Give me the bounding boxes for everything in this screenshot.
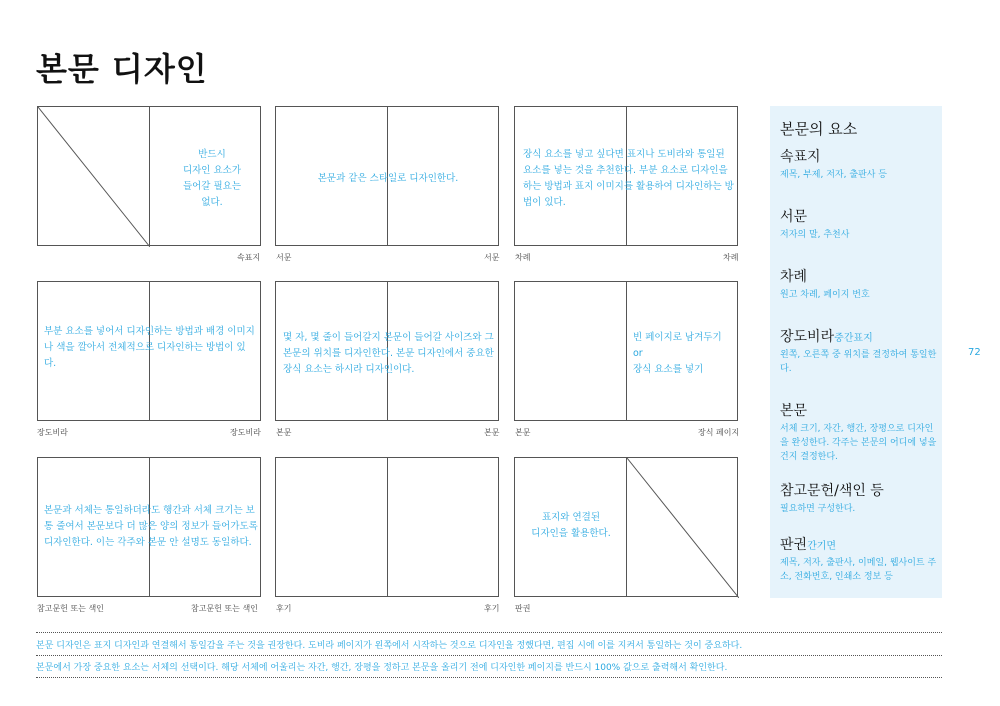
spread-label-right: 속표지 (237, 253, 261, 262)
dotted-divider (36, 655, 942, 656)
spread-label-left: 본문 (515, 428, 531, 437)
spread-label-right: 차례 (723, 253, 739, 262)
spread-label-left: 서문 (276, 253, 292, 262)
spread-label-left: 후기 (276, 604, 292, 613)
footer-note: 본문에서 가장 중요한 요소는 서체의 선택이다. 해당 서체에 어울리는 자간, 행간, 장평을 정하고 본문을 올리기 전에 디자인한 페이지를 반드시 100% 값으로 출력해서 확인한다. (36, 663, 728, 673)
spread-note: 반드시 디자인 요소가 들어갈 필요는 없다. (182, 149, 242, 208)
sidebar-item-title-row (780, 534, 836, 554)
spread-afterword (275, 457, 499, 597)
sidebar-item-subtitle: 간기면 (807, 541, 837, 552)
sidebar-item-desc: 필요하면 구성한다. (780, 504, 856, 514)
spread-label-left: 본문 (276, 428, 292, 437)
spread-body (275, 281, 499, 421)
dotted-divider (36, 632, 942, 633)
spread-note: 표지와 연결된 디자인을 활용한다. (531, 512, 611, 539)
sidebar-heading: 본문의 요소 (780, 120, 858, 138)
spread-references (37, 457, 261, 597)
sidebar-item-title: 차례 (780, 269, 808, 285)
elements-sidebar (770, 106, 942, 598)
spread-title-page (37, 106, 261, 246)
spread-note: 본문과 서체는 통일하더라도 행간과 서체 크기는 보통 줄여서 본문보다 더 많은 양의 정보가 들어가도록 디자인한다. 이는 각주와 본문 안 설명도 동일하다. (44, 505, 258, 548)
sidebar-item-desc: 왼쪽, 오른쪽 중 위치를 결정하여 통일한다. (780, 350, 937, 374)
sidebar-item-title: 장도비라 (780, 329, 835, 345)
sidebar-item-title: 판권 (780, 537, 808, 553)
page-number: 72 (968, 347, 981, 358)
spread-note: 빈 페이지로 남겨두기 or 장식 요소를 넣기 (633, 332, 722, 375)
sidebar-item-title-row (780, 326, 873, 346)
dotted-divider (36, 677, 942, 678)
spread-note: 본문과 같은 스타일로 디자인한다. (317, 173, 459, 184)
spread-preface (275, 106, 499, 246)
spread-label-right: 장식 페이지 (698, 428, 740, 437)
spine (387, 458, 388, 596)
spread-label-right: 본문 (484, 428, 500, 437)
spread-label-right: 후기 (484, 604, 500, 613)
spread-note: 부분 요소를 넣어서 디자인하는 방법과 배경 이미지나 색을 깔아서 전체적으로 디자인하는 방법이 있다. (44, 326, 255, 369)
page-title: 본문 디자인 (36, 50, 208, 88)
spread-label-right: 참고문헌 또는 색인 (191, 604, 258, 613)
diagonal-line-icon (38, 107, 150, 247)
spread-colophon (514, 457, 738, 597)
sidebar-item-desc: 저자의 말, 추천사 (780, 230, 850, 240)
spread-decorative-page (514, 281, 738, 421)
footer-note: 본문 디자인은 표지 디자인과 연결해서 통일감을 주는 것을 권장한다. 도비라 페이지가 왼쪽에서 시작하는 것으로 디자인을 정했다면, 편집 시에 이를 지켜서 통일하는 것이 중요하다. (36, 641, 743, 651)
spread-label-right: 서문 (484, 253, 500, 262)
spine (626, 282, 627, 420)
spread-label-right: 장도비라 (230, 428, 261, 437)
spread-label-left: 차례 (515, 253, 531, 262)
sidebar-item-title: 본문 (780, 403, 808, 419)
spread-contents (514, 106, 738, 246)
sidebar-item-subtitle: 중간표지 (834, 333, 873, 344)
sidebar-item-title: 참고문헌/색인 등 (780, 483, 884, 499)
spread-chapter-divider (37, 281, 261, 421)
sidebar-item-desc: 원고 차례, 페이지 번호 (780, 290, 870, 300)
spine (149, 107, 150, 245)
sidebar-item-desc: 제목, 저자, 출판사, 이메일, 웹사이트 주소, 전화번호, 인쇄소 정보 등 (780, 558, 937, 582)
sidebar-item-title: 속표지 (780, 149, 821, 165)
sidebar-item-desc: 서체 크기, 자간, 행간, 장평으로 디자인을 완성한다. 각주는 본문의 어디에 넣을 건지 결정한다. (780, 424, 937, 462)
spread-note: 몇 자, 몇 줄이 들어갈지 본문이 들어갈 사이즈와 그 본문의 위치를 디자인한다. 본문 디자인에서 중요한 장식 요소는 하시라 디자인이다. (283, 332, 494, 375)
spread-label-left: 참고문헌 또는 색인 (37, 604, 104, 613)
spread-note: 장식 요소를 넣고 싶다면 표지나 도비라와 통일된 요소를 넣는 것을 추천한다. 부분 요소로 디자인을 하는 방법과 표지 이미지를 활용하여 디자인하는 방법이 있다. (523, 149, 734, 208)
sidebar-item-title: 서문 (780, 209, 808, 225)
sidebar-item-desc: 제목, 부제, 저자, 출판사 등 (780, 170, 887, 180)
spread-label-left: 장도비라 (37, 428, 68, 437)
spread-label-left: 판권 (515, 604, 531, 613)
